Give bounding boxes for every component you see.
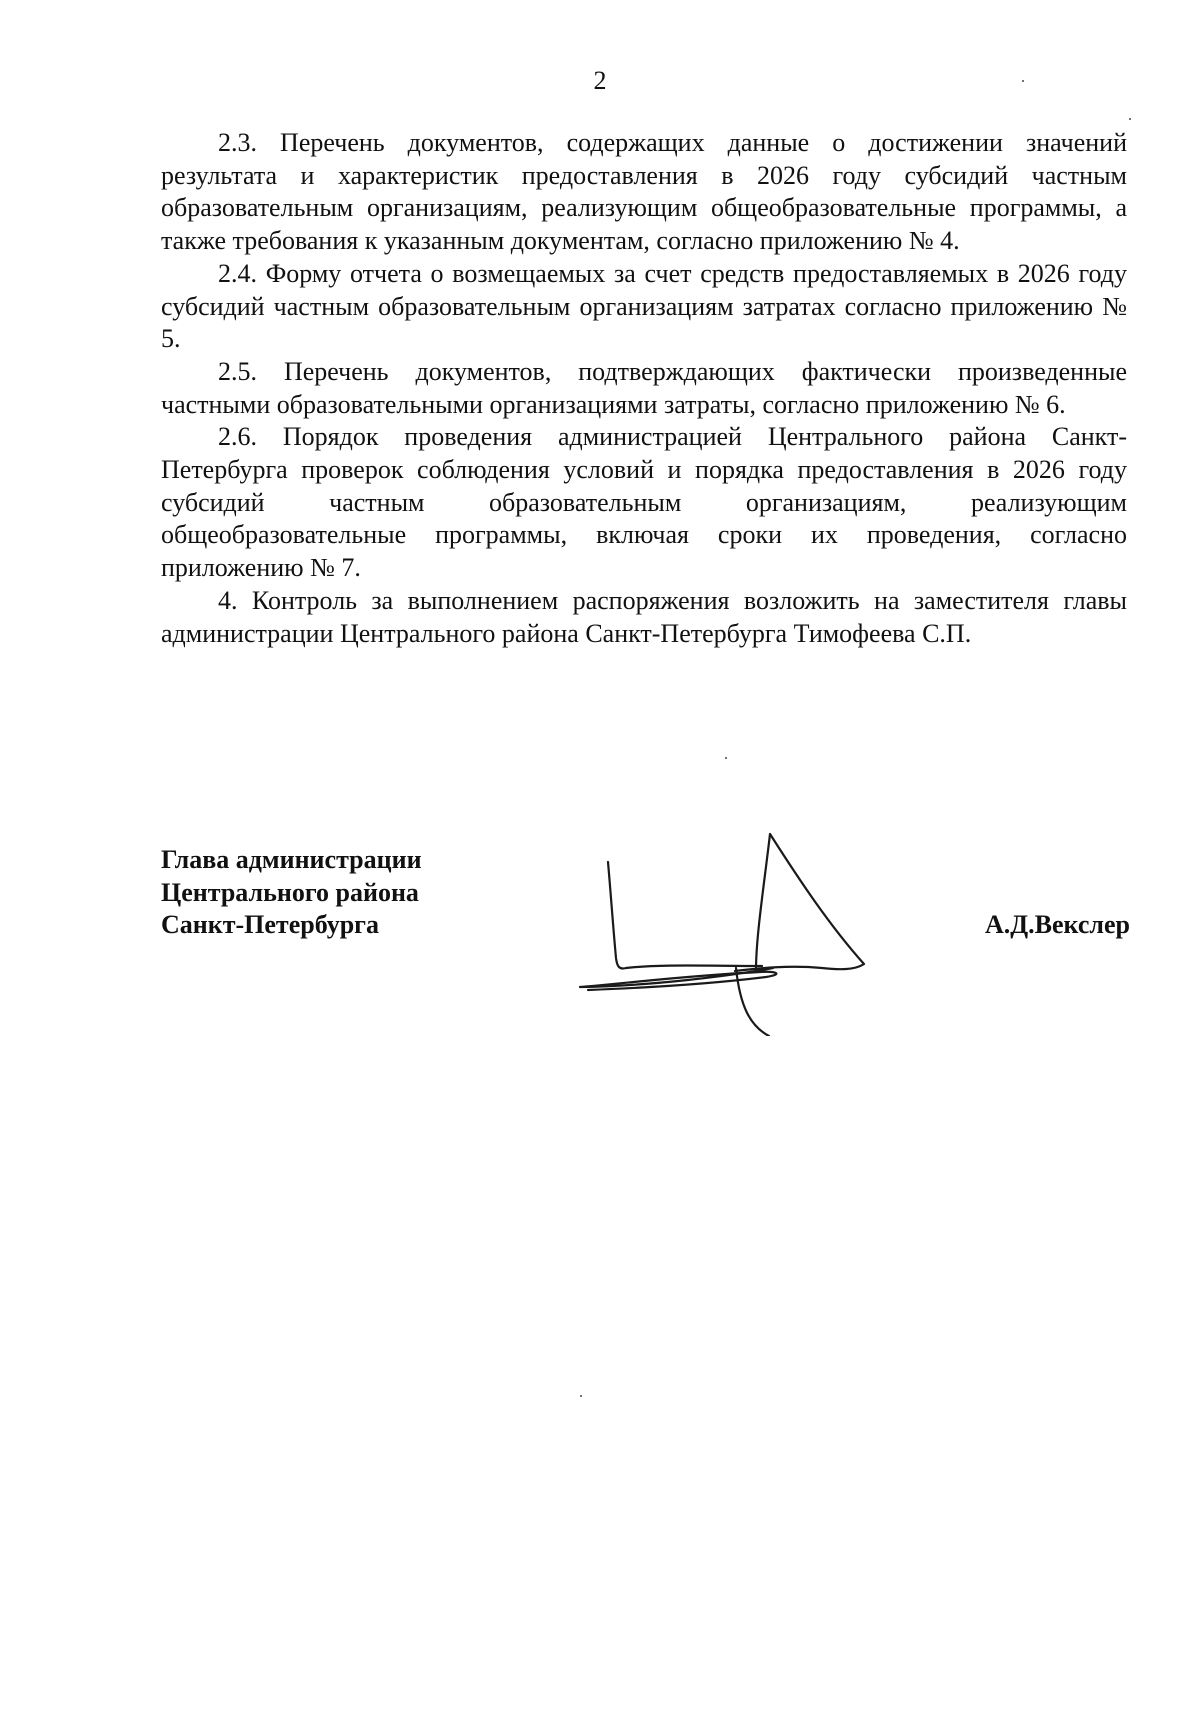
signer-name: А.Д.Векслер: [984, 910, 1130, 939]
page-number: 2: [593, 66, 607, 95]
handwritten-signature-icon: [560, 826, 920, 1036]
document-body: [161, 127, 1127, 650]
signer-position-line: Глава администрации: [161, 845, 422, 874]
paragraph-2-4: 2.4. Форму отчета о возмещаемых за счет средств предоставляемых в 2026 году субсидий частным образовательным организациям затратах согласно приложению № 5.: [161, 258, 1127, 354]
signer-position-line: Санкт-Петербурга: [161, 910, 379, 940]
scan-speck: [1129, 118, 1131, 120]
paragraph-2-6: 2.6. Порядок проведения администрацией Центрального района Санкт-Петербурга проверок соблюдения условий и порядка предоставления в 2026 году субсидий частным образовательным организациям, реализующим общеобразовательные программы, включая сроки их проведения, согласно приложению № 7.: [161, 422, 1127, 583]
signer-position-line: Центрального района: [161, 877, 419, 907]
paragraph-4: 4. Контроль за выполнением распоряжения возложить на заместителя главы администрации Центрального района Санкт-Петербурга Тимофеева С.П.: [161, 585, 1127, 648]
scan-speck: [1022, 80, 1024, 82]
paragraph-2-5: 2.5. Перечень документов, подтверждающих фактически произведенные частными образовательными организациями затраты, согласно приложению № 6.: [161, 356, 1127, 419]
signer-position: [161, 844, 422, 942]
scan-speck: [725, 757, 727, 759]
scan-speck: [580, 1395, 582, 1397]
paragraph-2-3: 2.3. Перечень документов, содержащих данные о достижении значений результата и характеристик предоставления в 2026 году субсидий частным образовательным организациям, реализующим общеобразовательные программы, а также требования к указанным документам, согласно приложению № 4.: [161, 128, 1127, 256]
